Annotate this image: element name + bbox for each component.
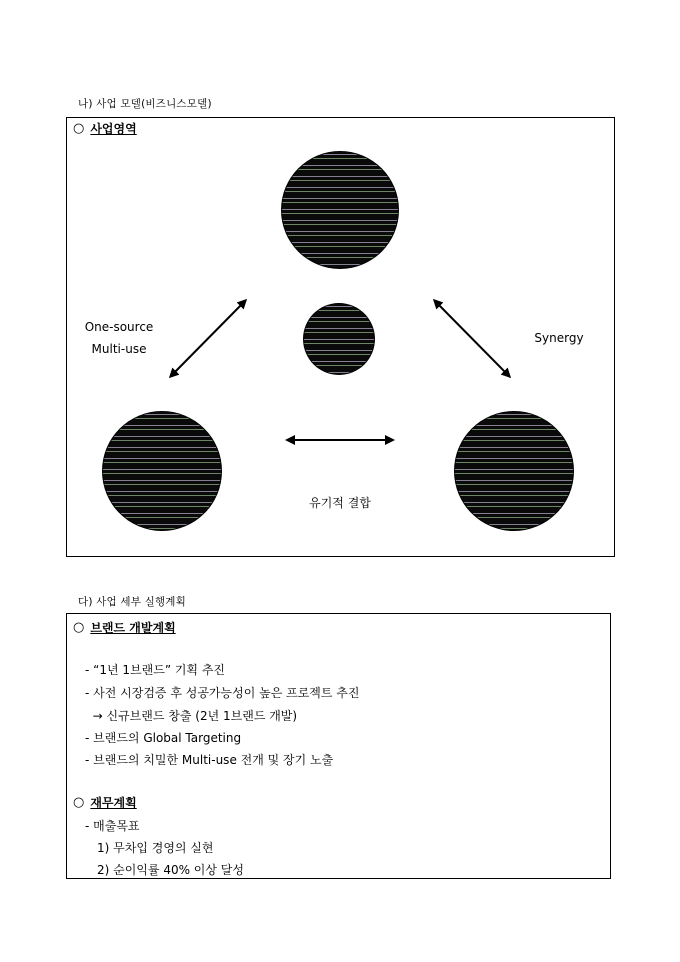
one-source-label (77, 320, 161, 356)
brand-plan-item: → 신규브랜드 창출 (2년 1브랜드 개발) (85, 709, 298, 723)
arrow-left-diagonal (171, 301, 245, 376)
brand-plan-item: - 브랜드의 Global Targeting (85, 731, 242, 745)
brand-plan-item: - 사전 시장검증 후 성공가능성이 높은 프로젝트 추진 (85, 686, 360, 700)
one-source-label-line1: One-source (84, 320, 154, 334)
one-source-label-line2: Multi-use (91, 342, 147, 356)
section-heading-execution-plan: 다) 사업 세부 실행계획 (78, 596, 186, 608)
finance-plan-title-text: 재무계획 (90, 796, 137, 810)
business-area-box (66, 117, 615, 557)
circle-bullet: ○ (73, 795, 85, 810)
finance-plan-item: 1) 무차입 경영의 실현 (97, 841, 214, 855)
brand-plan-item: - “1년 1브랜드” 기획 추진 (85, 663, 226, 677)
organic-combination-label: 유기적 결합 (309, 496, 371, 510)
finance-plan-title (73, 794, 137, 811)
brand-plan-title-text: 브랜드 개발계획 (90, 621, 176, 635)
synergy-label: Synergy (534, 331, 584, 345)
brand-plan-item: - 브랜드의 치밀한 Multi-use 전개 및 장기 노출 (85, 753, 334, 767)
finance-plan-item: 2) 순이익률 40% 이상 달성 (97, 863, 244, 877)
execution-plan-box (66, 613, 611, 879)
circle-bullet: ○ (73, 620, 85, 635)
business-area-title-text: 사업영역 (90, 122, 137, 136)
section-heading-business-model: 나) 사업 모델(비즈니스모델) (78, 98, 212, 110)
arrow-right-diagonal (435, 301, 509, 376)
finance-plan-subheading: - 매출목표 (85, 819, 140, 833)
circle-bullet: ○ (73, 121, 85, 136)
brand-plan-title (73, 619, 176, 636)
